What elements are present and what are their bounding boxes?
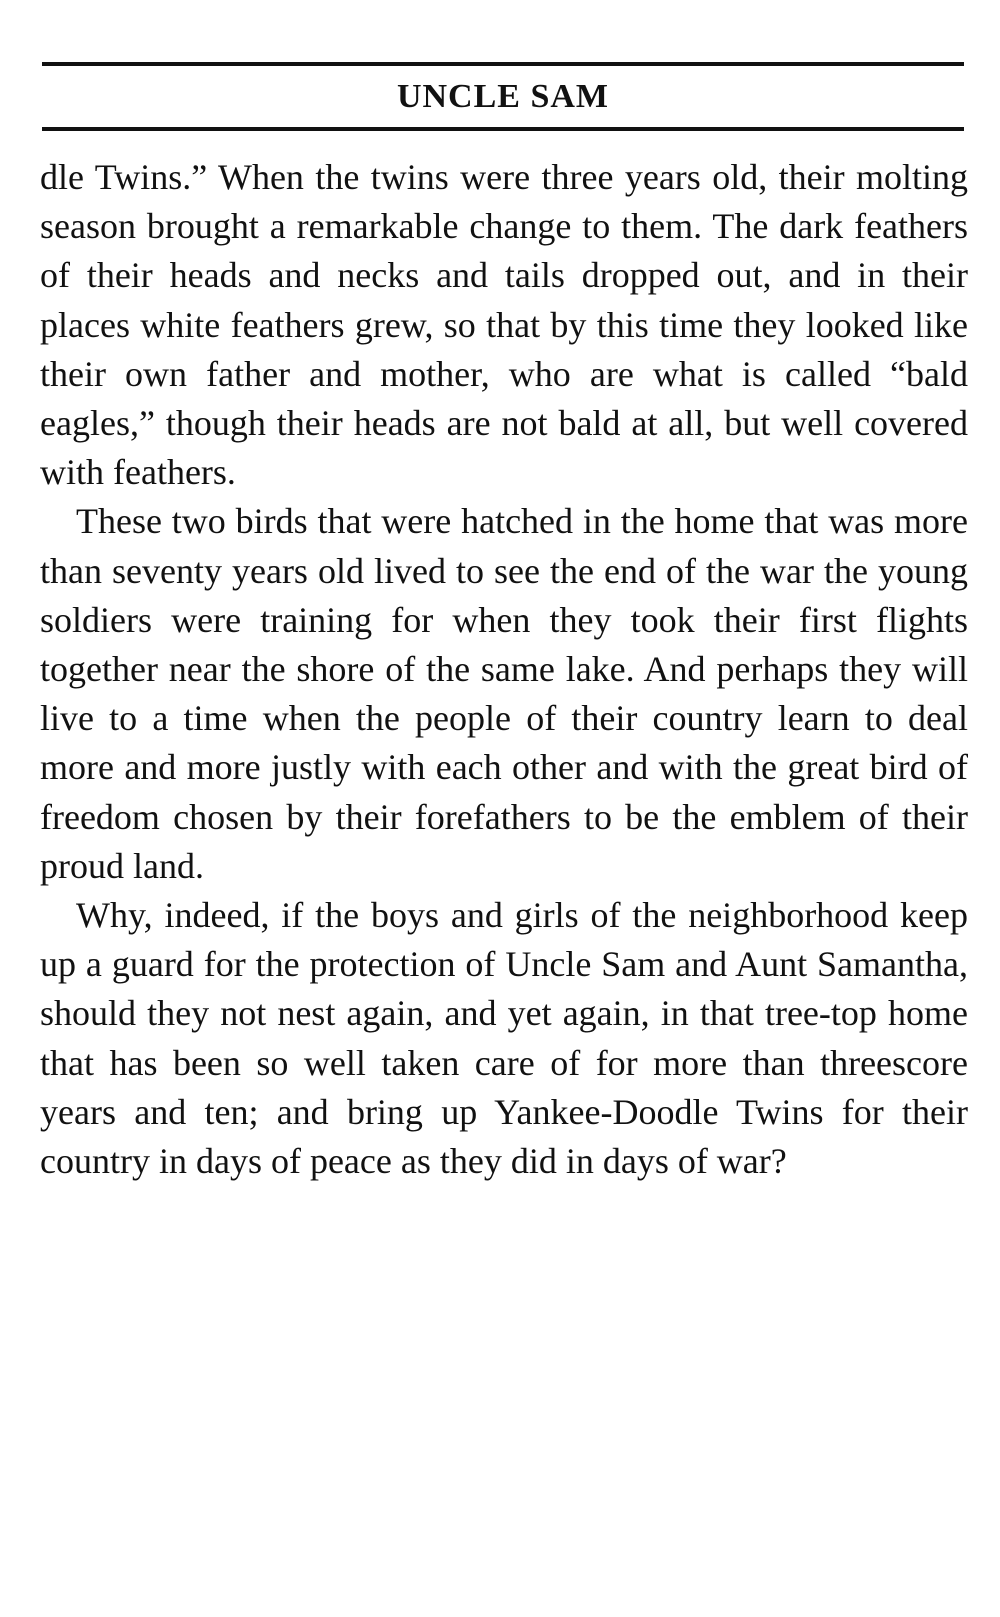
paragraph: These two birds that were hatched in the home that was more than seventy years old lived to see the end of the war the young soldiers were training for when they took their first flights together near the shore of the same lake. And perhaps they will live to a time when the people of their country learn to deal more and more justly with each other and with the great bird of freedom chosen by their forefathers to be the emblem of their proud land.	[40, 501, 968, 886]
header-rule-bottom	[42, 127, 964, 131]
running-head: UNCLE SAM	[396, 78, 610, 115]
paragraph: Why, indeed, if the boys and girls of the neighborhood keep up a guard for the protection of Uncle Sam and Aunt Samantha, should they not nest again, and yet again, in that tree-top home that has been so well taken care of for more than threescore years and ten; and bring up Yankee-Doodle Twins for their country in days of peace as they did in days of war?	[40, 895, 968, 1182]
header-rule-top	[42, 62, 964, 66]
body-text	[40, 153, 968, 1186]
paragraph-continuation: dle Twins.” When the twins were three years old, their molting season brought a remarkable change to them. The dark feathers of their heads and necks and tails dropped out, and in their places white feathers grew, so that by this time they looked like their own father and mother, who are what is called “bald eagles,” though their heads are not bald at all, but well covered with feathers.	[40, 157, 968, 493]
